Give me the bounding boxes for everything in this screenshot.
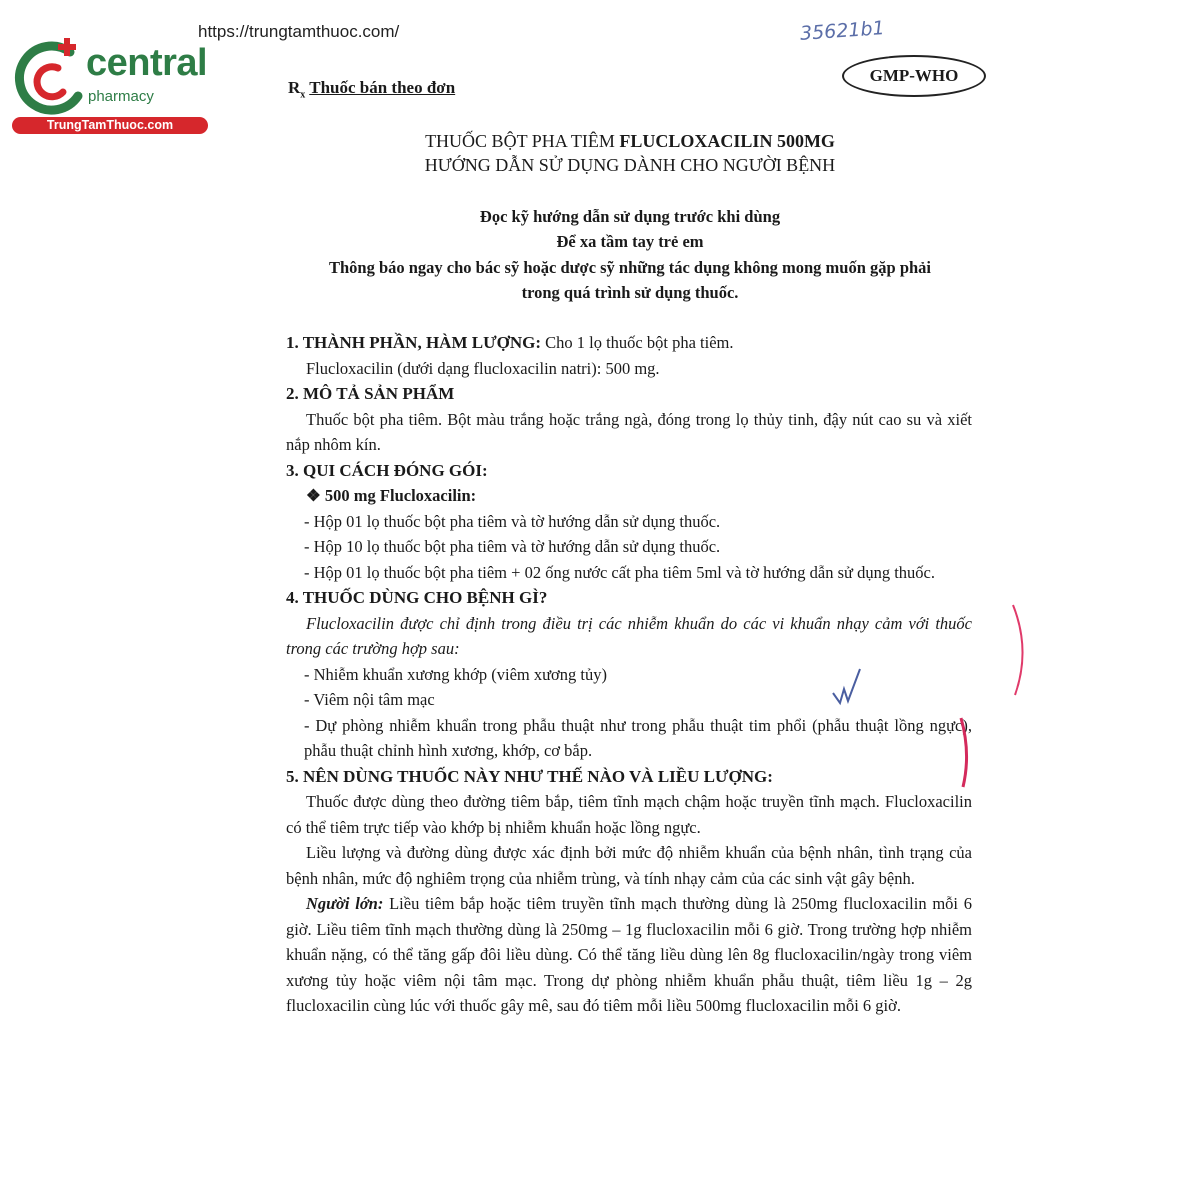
list-item: - Hộp 10 lọ thuốc bột pha tiêm và tờ hướng dẫn sử dụng thuốc. (304, 537, 721, 556)
rx-symbol: R (288, 78, 301, 97)
section-4-heading: 4. THUỐC DÙNG CHO BỆNH GÌ? (286, 588, 548, 607)
red-stamp-mark-icon (1005, 600, 1035, 700)
rx-sub: x (300, 89, 306, 101)
list-item: - Dự phòng nhiễm khuẩn trong phẫu thuật như trong phẫu thuật tim phổi (phẫu thuật lồng ngực), phẫu thuật chỉnh hình xương, khớp, cơ bắp. (304, 715, 972, 760)
rx-label (288, 78, 455, 100)
list-item: - Hộp 01 lọ thuốc bột pha tiêm và tờ hướng dẫn sử dụng thuốc. (304, 511, 721, 531)
title-prefix: THUỐC BỘT PHA TIÊM (425, 131, 620, 151)
section-5-heading: 5. NÊN DÙNG THUỐC NÀY NHƯ THẾ NÀO VÀ LIỀU LƯỢNG: (286, 766, 773, 786)
title-drug-name: FLUCLOXACILIN 500MG (619, 131, 835, 151)
handwritten-check-icon (830, 665, 865, 710)
section-4-intro: Flucloxacilin được chỉ định trong điều trị các nhiễm khuẩn do các vi khuẩn nhạy cảm với thuốc trong các trường hợp sau: (286, 613, 972, 658)
section-5-paragraph-1: Thuốc được dùng theo đường tiêm bắp, tiêm tĩnh mạch chậm hoặc truyền tĩnh mạch. Flucloxacilin có thể tiêm trực tiếp vào khớp bị nhiễm khuẩn hoặc lồng ngực. (286, 792, 972, 837)
warning-children: Để xa tầm tay trẻ em (556, 232, 704, 251)
handwritten-note: 35621b1 (799, 17, 886, 45)
section-1-line: Flucloxacilin (dưới dạng flucloxacilin natri): 500 mg. (306, 358, 660, 378)
document-subtitle: HƯỚNG DẪN SỬ DỤNG DÀNH CHO NGƯỜI BỆNH (424, 155, 836, 175)
brand-site-label: TrungTamThuoc.com (46, 118, 174, 132)
brand-name: central (86, 42, 208, 84)
section-1-heading-line (286, 330, 972, 356)
section-1-heading-tail: Cho 1 lọ thuốc bột pha tiêm. (541, 333, 734, 352)
section-1-heading: 1. THÀNH PHẦN, HÀM LƯỢNG: (286, 333, 541, 352)
section-3-subheading: ❖ 500 mg Flucloxacilin: (306, 486, 477, 505)
list-item: - Hộp 01 lọ thuốc bột pha tiêm + 02 ống nước cất pha tiêm 5ml và tờ hướng dẫn sử dụng thuốc. (304, 562, 936, 582)
section-2-heading: 2. MÔ TẢ SẢN PHẨM (286, 384, 455, 403)
brand-subtitle: pharmacy (88, 88, 154, 105)
source-url[interactable]: https://trungtamthuoc.com/ (198, 22, 400, 41)
red-stamp-mark-icon (955, 715, 975, 790)
section-5-paragraph-2: Liều lượng và đường dùng được xác định bởi mức độ nhiễm khuẩn của bệnh nhân, tình trạng của bệnh nhân, mức độ nghiêm trọng của nhiễm trùng, và tính nhạy cảm của các sinh vật gây bệnh. (286, 843, 972, 888)
adult-dose-text: Liều tiêm bắp hoặc tiêm truyền tĩnh mạch thường dùng là 250mg flucloxacilin mỗi 6 giờ. Liều tiêm tĩnh mạch thường dùng là 250mg – 1g flucloxacilin mỗi 6 giờ. Trong trường hợp nhiễm khuẩn nặng, có thể tăng gấp đôi liều dùng. Có thể tăng liều dùng lên 8g flucloxacilin/ngày trong viêm xương tủy hoặc viêm nội tâm mạc. Trong dự phòng nhiễm khuẩn phẫu thuật, tiêm liều 1g – 2g flucloxacilin cùng lúc với thuốc gây mê, sau đó tiêm mỗi liều 500mg flucloxacilin mỗi 6 giờ. (286, 894, 972, 1015)
gmp-who-badge: GMP-WHO (842, 55, 986, 97)
section-3-heading: 3. QUI CÁCH ĐÓNG GÓI: (286, 460, 488, 480)
section-2-text: Thuốc bột pha tiêm. Bột màu trắng hoặc trắng ngà, đóng trong lọ thủy tinh, đậy nút cao su và xiết nắp nhôm kín. (286, 409, 972, 454)
brand-site-badge (12, 117, 208, 134)
warning-report: Thông báo ngay cho bác sỹ hoặc dược sỹ những tác dụng không mong muốn gặp phải (328, 258, 932, 277)
warning-report-cont: trong quá trình sử dụng thuốc. (521, 283, 739, 302)
document-body (286, 330, 972, 1019)
section-5-paragraph-3 (286, 891, 972, 1019)
warning-read: Đọc kỹ hướng dẫn sử dụng trước khi dùng (479, 207, 781, 226)
list-item: - Nhiễm khuẩn xương khớp (viêm xương tủy) (304, 664, 607, 684)
list-item: - Viêm nội tâm mạc (304, 690, 435, 709)
adult-dose-label: Người lớn: (306, 894, 384, 913)
rx-text: Thuốc bán theo đơn (309, 78, 456, 97)
document-title (280, 131, 980, 152)
